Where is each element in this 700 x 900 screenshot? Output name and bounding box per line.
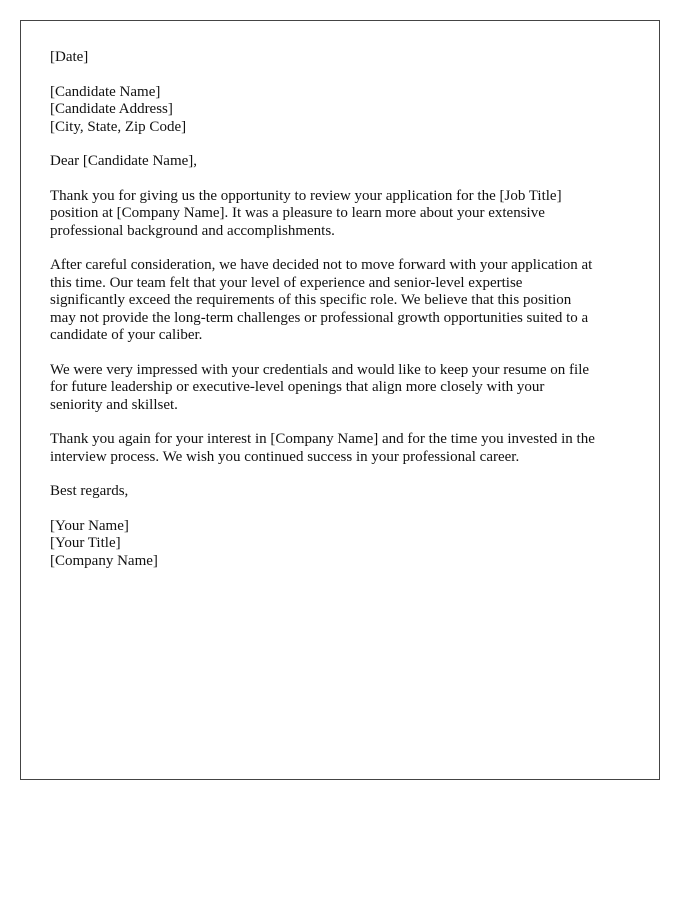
paragraph-line: this time. Our team felt that your level of experience and senior-level expertise xyxy=(50,274,523,291)
paragraph-line: After careful consideration, we have decided not to move forward with your application at xyxy=(50,257,593,273)
signature-company: [Company Name] xyxy=(50,552,158,569)
signature-title: [Your Title] xyxy=(50,535,121,551)
paragraph-3 xyxy=(50,362,640,415)
recipient-city-state-zip: [City, State, Zip Code] xyxy=(50,118,187,135)
paragraph-line: Thank you again for your interest in [Company Name] and for the time you invested in the xyxy=(50,431,595,447)
recipient-address-block xyxy=(50,84,640,137)
paragraph-line: professional background and accomplishments. xyxy=(50,222,335,239)
salutation-text: Dear [Candidate Name], xyxy=(50,153,198,169)
paragraph-line: significantly exceed the requirements of this specific role. We believe that this position xyxy=(50,292,572,308)
paragraph-line: for future leadership or executive-level openings that align more closely with your xyxy=(50,379,545,395)
paragraph-line: Thank you for giving us the opportunity to review your application for the [Job Title] xyxy=(50,187,562,204)
closing-text: Best regards, xyxy=(50,483,129,499)
paragraph-line: seniority and skillset. xyxy=(50,396,178,413)
paragraph-line: We were very impressed with your credentials and would like to keep your resume on file xyxy=(50,361,590,378)
paragraph-2 xyxy=(50,257,640,345)
paragraph-line: position at [Company Name]. It was a pleasure to learn more about your extensive xyxy=(50,205,545,221)
closing xyxy=(50,483,640,501)
signature-name: [Your Name] xyxy=(50,517,129,534)
date-text: [Date] xyxy=(50,49,89,65)
date-line xyxy=(50,49,640,67)
recipient-name: [Candidate Name] xyxy=(50,83,161,100)
salutation xyxy=(50,153,640,171)
recipient-address: [Candidate Address] xyxy=(50,101,173,117)
paragraph-line: candidate of your caliber. xyxy=(50,327,203,343)
paragraph-line: interview process. We wish you continued success in your professional career. xyxy=(50,448,520,465)
letter-frame xyxy=(20,20,660,780)
paragraph-4 xyxy=(50,431,640,466)
letter-body xyxy=(50,49,640,587)
paragraph-line: may not provide the long-term challenges or professional growth opportunities suited to a xyxy=(50,309,589,326)
paragraph-1 xyxy=(50,188,640,241)
signature-block xyxy=(50,518,640,571)
